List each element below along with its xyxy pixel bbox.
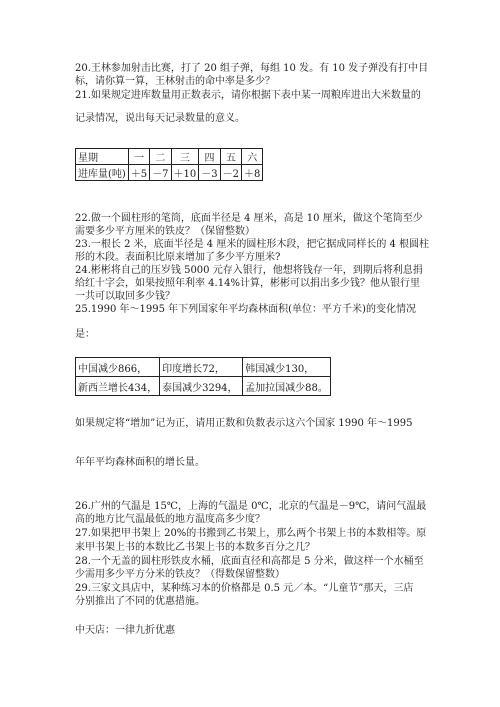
q20-line-2: 标，请你算一算，王林射击的命中率是多少？ [75, 76, 275, 87]
q27-line-2: 来甲书架上书的本数比乙书架上书的本数多百分之几？ [75, 542, 315, 553]
grain-table [75, 148, 263, 181]
q28-line-1: 28.一个无盖的圆柱形铁皮水桶，底面直径和高都是 5 分米，做这样一个水桶至 [75, 556, 424, 567]
q21-line-2: 记录情况，说出每天记录数量的意义。 [75, 113, 245, 124]
table-cell: 新西兰增长434， [76, 377, 160, 396]
q20-line-1: 20.王林参加射击比赛，打了 20 组子弹，每组 10 发。有 10 发子弹没有打中目 [75, 63, 429, 74]
table-cell: 中国减少866， [76, 358, 160, 377]
table-header-cell: 二 [150, 149, 171, 165]
q22-line-1: 22.做一个圆柱形的笔筒，底面半径是 4 厘米，高是 10 厘米，做这个笔筒至少 [75, 213, 423, 224]
table-cell: －2 [220, 165, 241, 181]
table-cell: 进库量(吨) [76, 165, 129, 181]
q22-line-2: 需要多少平方厘米的铁皮？（保留整数） [75, 226, 255, 237]
table-cell: 印度增长72， [160, 358, 243, 377]
forest-table [75, 357, 331, 396]
grain-table-header-row [76, 149, 263, 165]
table-cell: 泰国减少3294， [160, 377, 243, 396]
q27-line-1: 27.如果把甲书架上 20%的书搬到乙书架上，那么两个书架上书的本数相等。原 [75, 528, 427, 539]
table-cell: －3 [199, 165, 220, 181]
q24-line-3: 一共可以取回多少钱？ [75, 291, 175, 302]
q24-line-1: 24.彬彬将自己的压岁钱 5000 元存入银行，他想将钱存一年，到期后将利息捐 [75, 265, 423, 276]
forest-table-row [76, 358, 331, 377]
q23-line-1: 23.一根长 2 米，底面半径是 4 厘米的圆柱形木段，把它据成同样长的 4 根圆柱 [75, 239, 430, 250]
q23-line-2: 形的木段。表面积比原来增加了多少平方厘米? [75, 252, 281, 263]
q26-line-2: 高的地方比气温最低的地方温度高多少度？ [75, 514, 265, 525]
table-cell: ＋5 [128, 165, 149, 181]
q25-line-1: 25.1990 年～1995 年下列国家年平均森林面积(单位：平方千米)的变化情况 [75, 304, 416, 315]
grain-table-data-row [76, 165, 263, 181]
q28-line-2: 少需用多少平方分米的铁皮？（得数保留整数） [75, 569, 285, 580]
table-header-cell: 星期 [76, 149, 129, 165]
table-header-cell: 一 [128, 149, 149, 165]
table-cell: 韩国减少130， [243, 358, 331, 377]
q29-line-3: 中天店：一律九折优惠 [75, 625, 175, 636]
q24-line-2: 给红十字会，如果按照年利率 4.14%计算，彬彬可以捐出多少钱？他从银行里 [75, 278, 420, 289]
table-header-cell: 五 [220, 149, 241, 165]
q25-line-3: 如果规定将“增加”记为正，请用正数和负数表示这六个国家 1990 年～1995 [75, 418, 413, 429]
q26-line-1: 26.广州的气温是 15℃，上海的气温是 0℃，北京的气温是－9℃，请问气温最 [75, 501, 427, 512]
q25-line-4: 年年平均森林面积的增长量。 [75, 457, 205, 468]
table-cell: －7 [150, 165, 171, 181]
forest-table-row [76, 377, 331, 396]
q29-line-2: 分别推出了不同的优惠措施。 [75, 596, 205, 607]
table-header-cell: 六 [242, 149, 263, 165]
q21-line-1: 21.如果规定进库数量用正数表示，请你根据下表中某一周粮库进出大米数量的 [75, 90, 421, 101]
table-header-cell: 三 [171, 149, 199, 165]
q25-line-2: 是： [75, 329, 95, 340]
q29-line-1: 29.三家文具店中，某种练习本的价格都是 0.5 元／本。“儿童节”那天，三店 [75, 583, 414, 594]
table-cell: ＋8 [242, 165, 263, 181]
table-cell: ＋10 [171, 165, 199, 181]
table-cell: 孟加拉国减少88。 [243, 377, 331, 396]
table-header-cell: 四 [199, 149, 220, 165]
